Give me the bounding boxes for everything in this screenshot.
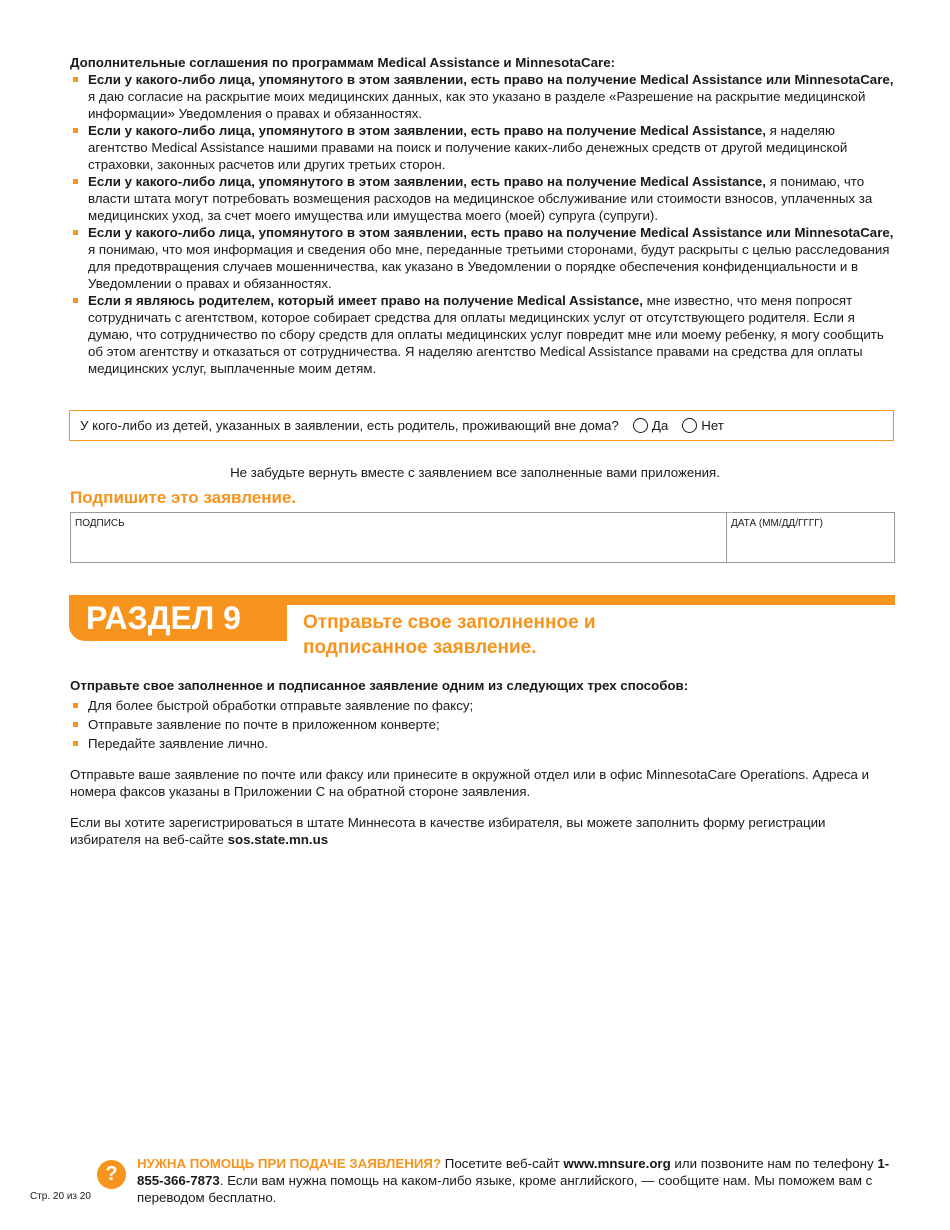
radio-circle-icon bbox=[682, 418, 697, 433]
agreement-text: я понимаю, что власти штата могут потребовать возмещения расходов на медицинское обслуживание или стоимости взносов, уплаченных за медицинских уход, за счет моего имущества или имущества моего (моей) супруга (супруги). bbox=[88, 174, 873, 223]
absent-parent-no-radio[interactable] bbox=[682, 417, 724, 434]
agreement-text: я наделяю агентство Medical Assistance нашими правами на поиск и получение каких-либо денежных средств от другой медицинской страховки, законных расчетов или других третьих сторон. bbox=[88, 123, 848, 172]
agreement-lead: Если у какого-либо лица, упомянутого в этом заявлении, есть право на получение Medical Assistance или MinnesotaCare, bbox=[88, 72, 894, 87]
radio-label-yes: Да bbox=[651, 418, 669, 433]
agreement-text: мне известно, что меня попросят сотрудничать с агентством, которое собирает средства для оплаты медицинских услуг от отсутствующего родителя. Если я думаю, что сотрудничество по сбору средств для оплаты медицинских услуг повредит мне или моему ребенку, я могу сообщить об этом агентству и отказаться от сотрудничества. Я наделяю агентство Medical Assistance правами на средства для оплаты медицинских услуг, выплаченные моим детям. bbox=[88, 293, 884, 376]
signature-field[interactable] bbox=[71, 513, 727, 562]
date-label: ДАТА (ММ/ДД/ГГГГ) bbox=[731, 518, 823, 529]
agreement-item bbox=[70, 71, 896, 122]
agreement-lead: Если у какого-либо лица, упомянутого в этом заявлении, есть право на получение Medical Assistance, bbox=[88, 174, 766, 189]
help-notice bbox=[137, 1155, 897, 1206]
agreement-item bbox=[70, 292, 896, 377]
page-number: Стр. 20 из 20 bbox=[30, 1191, 91, 1202]
agreement-item bbox=[70, 173, 896, 224]
agreement-text: я даю согласие на раскрытие моих медицинских данных, как это указано в разделе «Разрешение на раскрытие медицинской информации» Уведомления о правах и обязанностях. bbox=[88, 89, 866, 121]
date-field[interactable] bbox=[727, 513, 894, 562]
agreement-item bbox=[70, 224, 896, 292]
voter-registration-paragraph bbox=[70, 814, 896, 848]
signature-box bbox=[70, 512, 895, 563]
help-lead: НУЖНА ПОМОЩЬ ПРИ ПОДАЧЕ ЗАЯВЛЕНИЯ? bbox=[137, 1156, 442, 1171]
section-title: Отправьте свое заполненное и подписанное заявление. bbox=[303, 612, 596, 658]
agreement-text: я понимаю, что моя информация и сведения обо мне, переданные третьими сторонами, будут раскрыты с целью расследования для предотвращения случаев мошенничества, как указано в Уведомлении о порядке обеспечения конфиденциальности и в Уведомлении о правах и обязанностях. bbox=[88, 242, 890, 291]
agreement-lead: Если я являюсь родителем, который имеет право на получение Medical Assistance, bbox=[88, 293, 643, 308]
absent-parent-question-text: У кого-либо из детей, указанных в заявлении, есть родитель, проживающий вне дома? bbox=[80, 418, 619, 433]
help-question-icon: ? bbox=[97, 1160, 126, 1189]
send-addresses-paragraph: Отправьте ваше заявление по почте или факсу или принесите в окружной отдел или в офис MinnesotaCare Operations. Адреса и номера факсов указаны в Приложении C на обратной стороне заявления. bbox=[70, 767, 870, 799]
supplemental-agreements bbox=[70, 54, 896, 377]
section-divider-bar bbox=[283, 595, 895, 605]
agreement-item bbox=[70, 122, 896, 173]
send-method-item: Передайте заявление лично. bbox=[70, 735, 896, 752]
section-number-tab: РАЗДЕЛ 9 bbox=[69, 595, 287, 641]
agreement-lead: Если у какого-либо лица, упомянутого в этом заявлении, есть право на получение Medical Assistance, bbox=[88, 123, 766, 138]
attachments-reminder: Не забудьте вернуть вместе с заявлением все заполненные вами приложения. bbox=[230, 465, 720, 480]
send-methods-list bbox=[70, 697, 896, 752]
help-text-3: . Если вам нужна помощь на каком-либо языке, кроме английского, — сообщите нам. Мы поможем вам с переводом бесплатно. bbox=[137, 1173, 873, 1205]
help-text-2: или позвоните нам по телефону bbox=[670, 1156, 878, 1171]
radio-circle-icon bbox=[633, 418, 648, 433]
agreement-lead: Если у какого-либо лица, упомянутого в этом заявлении, есть право на получение Medical Assistance или MinnesotaCare, bbox=[88, 225, 894, 240]
send-instructions bbox=[70, 677, 896, 848]
agreements-list bbox=[70, 71, 896, 377]
help-text-1: Посетите веб-сайт bbox=[441, 1156, 564, 1171]
voter-registration-text: Если вы хотите зарегистрироваться в штате Миннесота в качестве избирателя, вы можете заполнить форму регистрации избирателя на веб-сайте bbox=[70, 815, 826, 847]
voter-registration-link[interactable]: sos.state.mn.us bbox=[227, 832, 329, 847]
send-method-item: Для более быстрой обработки отправьте заявление по факсу; bbox=[70, 697, 896, 714]
send-intro: Отправьте свое заполненное и подписанное заявление одним из следующих трех способов: bbox=[70, 678, 689, 693]
agreements-heading: Дополнительные соглашения по программам Medical Assistance и MinnesotaCare: bbox=[70, 55, 616, 70]
help-phone[interactable]: 1-855-366-7873 bbox=[137, 1156, 890, 1188]
radio-label-no: Нет bbox=[701, 418, 724, 433]
absent-parent-yes-radio[interactable] bbox=[633, 417, 668, 434]
send-method-item: Отправьте заявление по почте в приложенном конверте; bbox=[70, 716, 896, 733]
sign-heading: Подпишите это заявление. bbox=[70, 488, 297, 507]
absent-parent-question bbox=[69, 410, 894, 441]
help-website-link[interactable]: www.mnsure.org bbox=[563, 1156, 671, 1171]
signature-label: ПОДПИСЬ bbox=[75, 518, 125, 529]
